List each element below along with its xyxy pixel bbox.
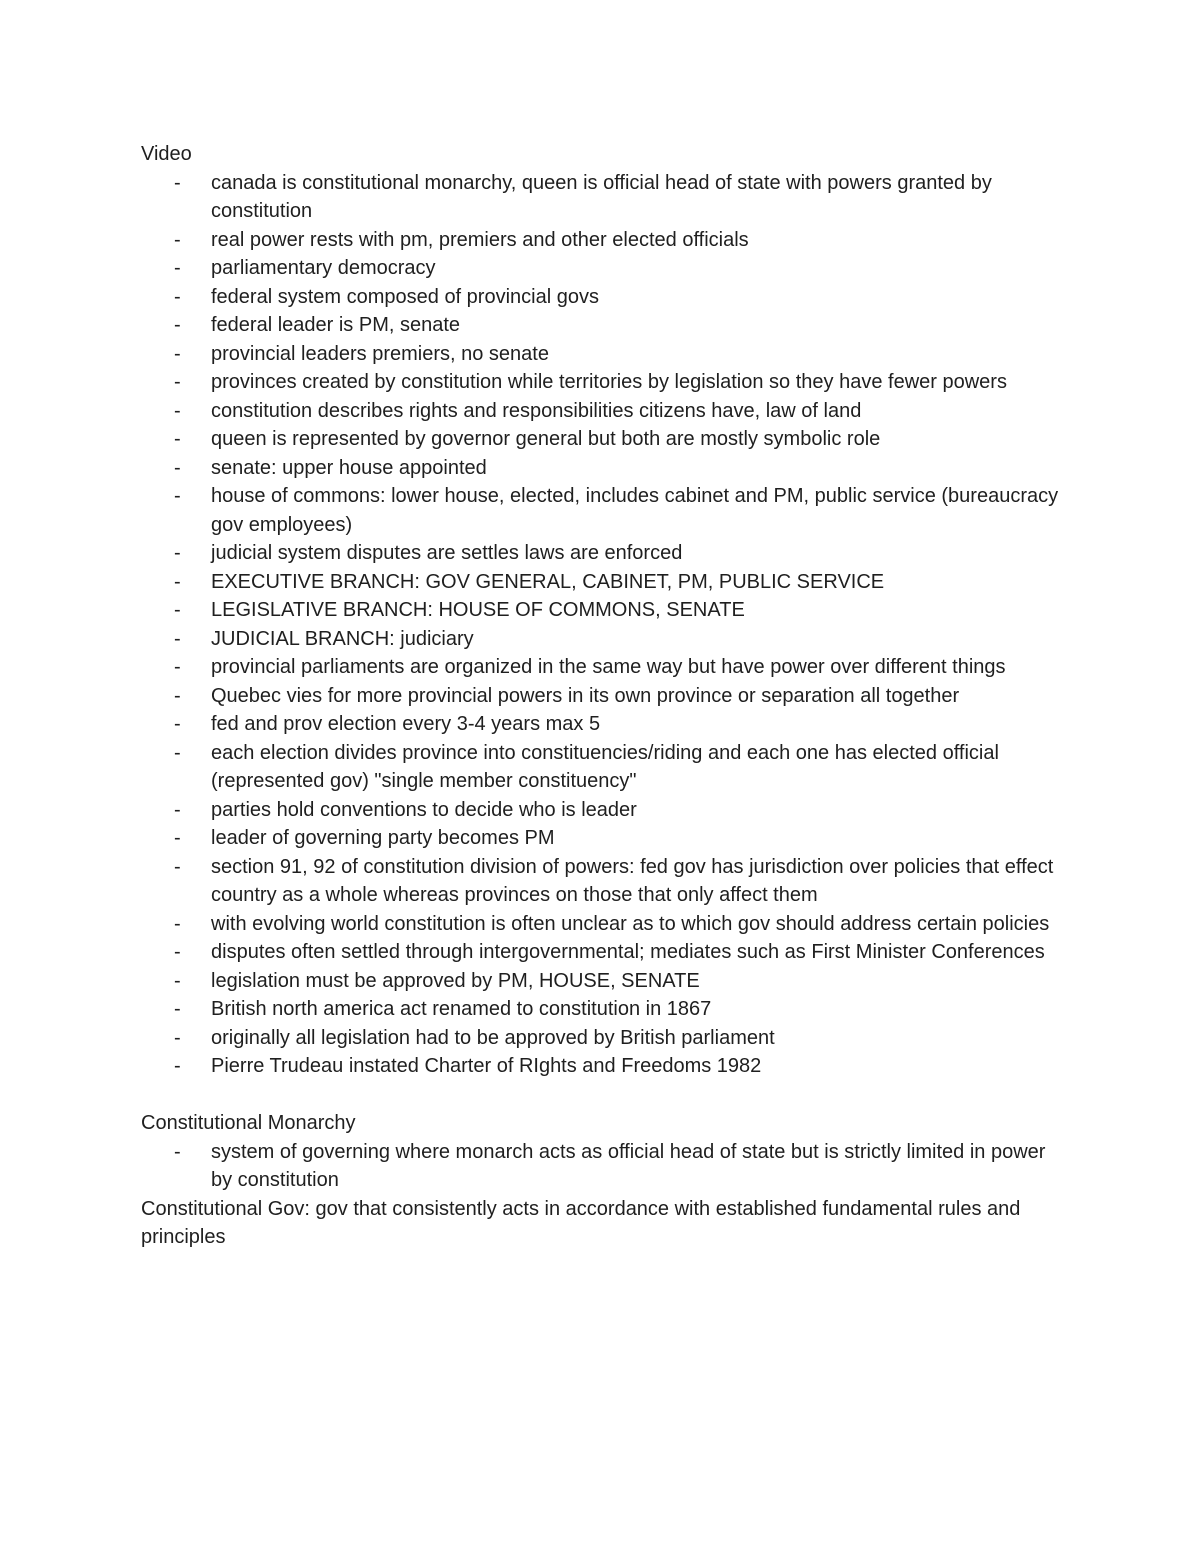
bullet-dash: - [174, 941, 181, 963]
bullet-dash: - [174, 342, 181, 365]
bullet-dash: - [174, 257, 181, 279]
list-item [141, 625, 1061, 654]
bullet-dash: - [174, 1140, 181, 1163]
bullet-dash: - [174, 1026, 181, 1049]
list-item [141, 967, 1061, 996]
list-item [141, 796, 1061, 825]
bullet-dash: - [174, 428, 181, 450]
list-item-text: provinces created by constitution while territories by legislation so they have fewer powers [211, 371, 1007, 393]
list-item-text: queen is represented by governor general but both are mostly symbolic role [211, 428, 881, 450]
list-item [141, 910, 1061, 939]
list-item-text: federal leader is PM, senate [211, 314, 461, 336]
list-item [141, 710, 1061, 739]
list-item [141, 653, 1061, 682]
list-item [141, 853, 1061, 910]
list-item-text: provincial parliaments are organized in the same way but have power over different things [211, 656, 1006, 678]
bullet-dash: - [174, 485, 181, 507]
list-item-text: senate: upper house appointed [211, 456, 487, 479]
list-item-text: fed and prov election every 3-4 years max 5 [211, 713, 601, 735]
list-item-text: EXECUTIVE BRANCH: GOV GENERAL, CABINET, PM, PUBLIC SERVICE [211, 570, 885, 593]
list-item [141, 226, 1061, 255]
list-item-text: parties hold conventions to decide who is leader [211, 798, 637, 821]
list-item [141, 397, 1061, 426]
bullet-dash: - [174, 827, 181, 849]
list-item-text: section 91, 92 of constitution division of powers: fed gov has jurisdiction over policies that effect country as a whole whereas provinces on those that only affect them [211, 855, 1054, 906]
list-item [141, 596, 1061, 625]
bullet-dash: - [174, 741, 181, 764]
video-notes-list [141, 169, 1061, 1081]
list-item [141, 1138, 1061, 1195]
section-heading-video: Video [141, 143, 192, 165]
bullet-dash: - [174, 314, 181, 336]
list-item [141, 739, 1061, 796]
bullet-dash: - [174, 371, 181, 393]
list-item-text: with evolving world constitution is often unclear as to which gov should address certain policies [211, 912, 1050, 935]
bullet-dash: - [174, 285, 181, 308]
list-item-text: disputes often settled through intergovernmental; mediates such as First Minister Conferences [211, 941, 1045, 963]
bullet-dash: - [174, 456, 181, 479]
list-item-text: JUDICIAL BRANCH: judiciary [211, 627, 474, 650]
bullet-dash: - [174, 542, 181, 564]
list-item-text: house of commons: lower house, elected, includes cabinet and PM, public service (bureaucracy gov employees) [211, 485, 1059, 536]
list-item [141, 425, 1061, 454]
list-item-text: British north america act renamed to constitution in 1867 [211, 998, 712, 1020]
list-item-text: real power rests with pm, premiers and other elected officials [211, 228, 749, 251]
bullet-dash: - [174, 656, 181, 678]
list-item [141, 311, 1061, 340]
list-item-text: each election divides province into constituencies/riding and each one has elected official (represented gov) "single member constituency" [211, 741, 999, 792]
list-item-text: Pierre Trudeau instated Charter of RIghts and Freedoms 1982 [211, 1055, 762, 1077]
bullet-dash: - [174, 684, 181, 707]
bullet-dash: - [174, 399, 181, 422]
list-item [141, 1024, 1061, 1053]
bullet-dash: - [174, 912, 181, 935]
document-page [141, 140, 1061, 1252]
constitutional-gov-definition: Constitutional Gov: gov that consistently acts in accordance with established fundamental rules and principles [141, 1197, 1021, 1248]
list-item [141, 254, 1061, 283]
list-item [141, 169, 1061, 226]
list-item-text: originally all legislation had to be approved by British parliament [211, 1026, 775, 1049]
list-item-text: LEGISLATIVE BRANCH: HOUSE OF COMMONS, SENATE [211, 599, 745, 621]
bullet-dash: - [174, 228, 181, 251]
bullet-dash: - [174, 713, 181, 735]
bullet-dash: - [174, 998, 181, 1020]
list-item-text: canada is constitutional monarchy, queen is official head of state with powers granted by constitution [211, 171, 992, 222]
bullet-dash: - [174, 599, 181, 621]
list-item-text: legislation must be approved by PM, HOUSE, SENATE [211, 969, 700, 992]
list-item-text: provincial leaders premiers, no senate [211, 342, 549, 365]
bullet-dash: - [174, 969, 181, 992]
bullet-dash: - [174, 1055, 181, 1077]
list-item-text: constitution describes rights and responsibilities citizens have, law of land [211, 399, 862, 422]
list-item [141, 482, 1061, 539]
list-item-text: judicial system disputes are settles laws are enforced [211, 542, 683, 564]
list-item [141, 824, 1061, 853]
bullet-dash: - [174, 798, 181, 821]
list-item [141, 368, 1061, 397]
list-item [141, 454, 1061, 483]
bullet-dash: - [174, 570, 181, 593]
bullet-dash: - [174, 855, 181, 878]
bullet-dash: - [174, 171, 181, 194]
monarchy-notes-list [141, 1138, 1061, 1195]
blank-line [141, 1081, 1061, 1110]
list-item [141, 682, 1061, 711]
list-item [141, 995, 1061, 1024]
list-item [141, 283, 1061, 312]
list-item [141, 938, 1061, 967]
section-heading-constitutional-monarchy: Constitutional Monarchy [141, 1112, 356, 1134]
bullet-dash: - [174, 627, 181, 650]
list-item [141, 568, 1061, 597]
list-item-text: Quebec vies for more provincial powers in its own province or separation all together [211, 684, 960, 707]
list-item-text: system of governing where monarch acts as official head of state but is strictly limited in power by constitution [211, 1140, 1046, 1191]
list-item [141, 1052, 1061, 1081]
list-item [141, 340, 1061, 369]
list-item-text: parliamentary democracy [211, 257, 436, 279]
list-item-text: leader of governing party becomes PM [211, 827, 555, 849]
list-item-text: federal system composed of provincial govs [211, 285, 599, 308]
list-item [141, 539, 1061, 568]
